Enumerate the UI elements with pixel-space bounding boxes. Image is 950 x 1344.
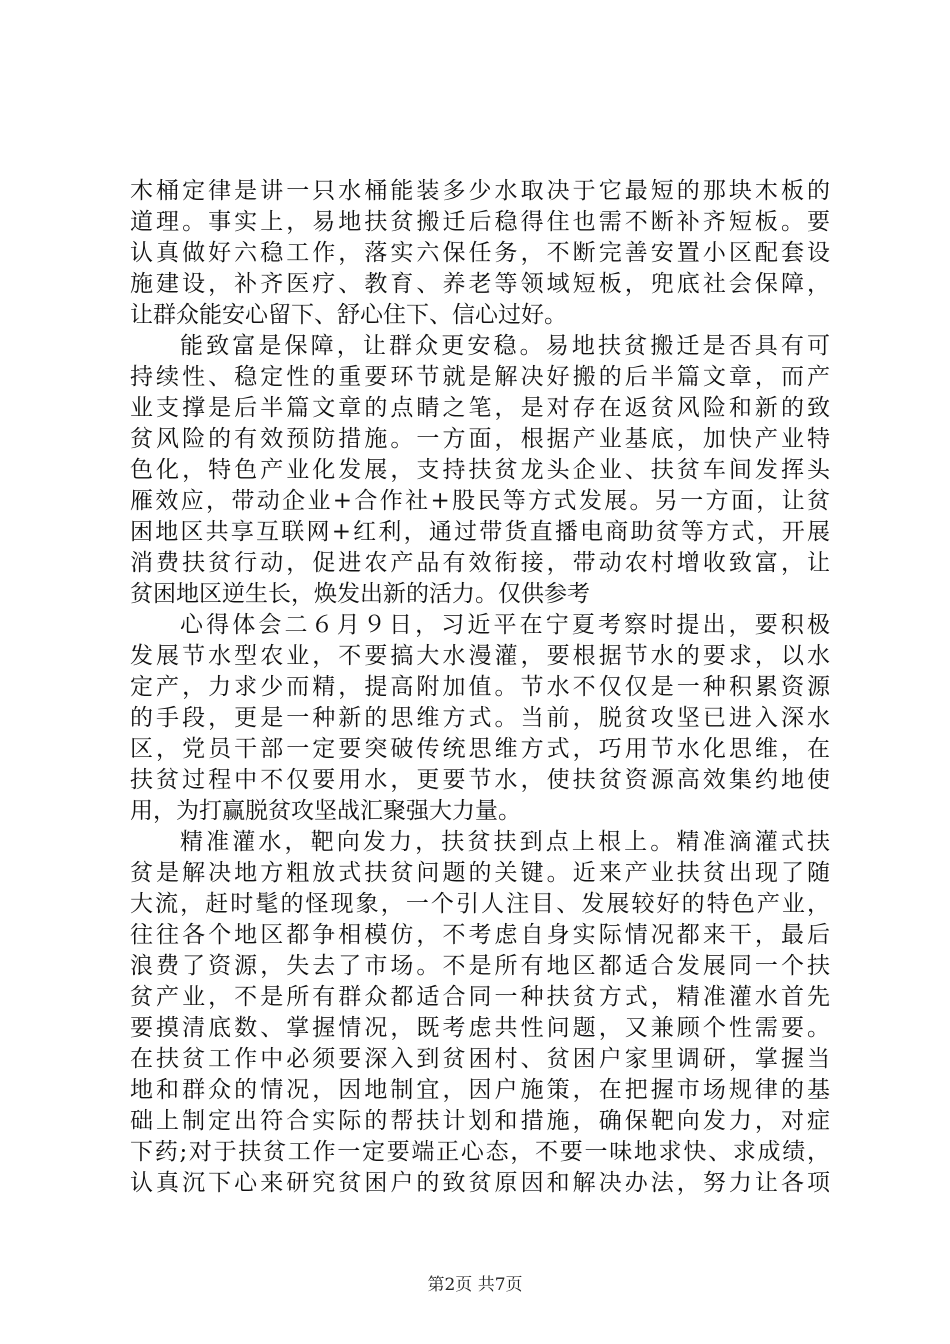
text-line: 认真做好六稳工作，落实六保任务，不断完善安置小区配套设 [130, 240, 830, 266]
text-line: 贫是解决地方粗放式扶贫问题的关键。近来产业扶贫出现了随 [130, 860, 830, 886]
page-footer: 第2页 共7页 [427, 1275, 523, 1295]
text-line: 让群众能安心留下、舒心住下、信心过好。 [130, 302, 567, 328]
text-line: 心得体会二６月９日，习近平在宁夏考察时提出，要积极 [180, 612, 830, 638]
text-line: 认真沉下心来研究贫困户的致贫原因和解决办法，努力让各项 [130, 1170, 830, 1196]
text-line: 色化，特色产业化发展，支持扶贫龙头企业、扶贫车间发挥头 [130, 457, 830, 483]
text-line: 持续性、稳定性的重要环节就是解决好搬的后半篇文章，而产 [130, 364, 830, 390]
document-body [130, 176, 830, 1199]
text-line: 施建设，补齐医疗、教育、养老等领域短板，兜底社会保障， [130, 271, 830, 297]
text-line: 要摸清底数、掌握情况，既考虑共性问题，又兼顾个性需要。 [130, 1015, 830, 1041]
text-line: 消费扶贫行动，促进农产品有效衔接，带动农村增收致富，让 [130, 550, 830, 576]
paragraph [130, 176, 830, 331]
text-line: 的手段，更是一种新的思维方式。当前，脱贫攻坚已进入深水 [130, 705, 830, 731]
text-line: 发展节水型农业，不要搞大水漫灌，要根据节水的要求，以水 [130, 643, 830, 669]
text-line: 区，党员干部一定要突破传统思维方式，巧用节水化思维，在 [130, 736, 830, 762]
text-line: 业支撑是后半篇文章的点睛之笔，是对存在返贫风险和新的致 [130, 395, 830, 421]
text-line: 贫风险的有效预防措施。一方面，根据产业基底，加快产业特 [130, 426, 830, 452]
text-line: 贫困地区逆生长，焕发出新的活力。仅供参考 [130, 581, 590, 607]
text-line: 能致富是保障，让群众更安稳。易地扶贫搬迁是否具有可 [180, 333, 830, 359]
text-line: 础上制定出符合实际的帮扶计划和措施，确保靶向发力，对症 [130, 1108, 830, 1134]
text-line: 下药;对于扶贫工作一定要端正心态，不要一味地求快、求成绩， [130, 1139, 830, 1165]
paragraph [130, 827, 830, 1199]
text-line: 雁效应，带动企业+合作社+股民等方式发展。另一方面，让贫 [130, 488, 830, 514]
text-line: 大流，赶时髦的怪现象，一个引人注目、发展较好的特色产业， [130, 891, 830, 917]
text-line: 地和群众的情况，因地制宜，因户施策，在把握市场规律的基 [130, 1077, 830, 1103]
paragraph [130, 331, 830, 610]
text-line: 用，为打赢脱贫攻坚战汇聚强大力量。 [130, 798, 521, 824]
text-line: 往往各个地区都争相模仿，不考虑自身实际情况都来干，最后 [130, 922, 830, 948]
text-line: 浪费了资源，失去了市场。不是所有地区都适合发展同一个扶 [130, 953, 830, 979]
text-line: 扶贫过程中不仅要用水，更要节水，使扶贫资源高效集约地使 [130, 767, 830, 793]
text-line: 定产，力求少而精，提高附加值。节水不仅仅是一种积累资源 [130, 674, 830, 700]
text-line: 困地区共享互联网+红利，通过带货直播电商助贫等方式，开展 [130, 519, 830, 545]
text-line: 贫产业，不是所有群众都适合同一种扶贫方式，精准灌水首先 [130, 984, 830, 1010]
paragraph [130, 610, 830, 827]
text-line: 道理。事实上，易地扶贫搬迁后稳得住也需不断补齐短板。要 [130, 209, 830, 235]
text-line: 精准灌水，靶向发力，扶贫扶到点上根上。精准滴灌式扶 [180, 829, 830, 855]
text-line: 木桶定律是讲一只水桶能装多少水取决于它最短的那块木板的 [130, 178, 830, 204]
text-line: 在扶贫工作中必须要深入到贫困村、贫困户家里调研，掌握当 [130, 1046, 830, 1072]
